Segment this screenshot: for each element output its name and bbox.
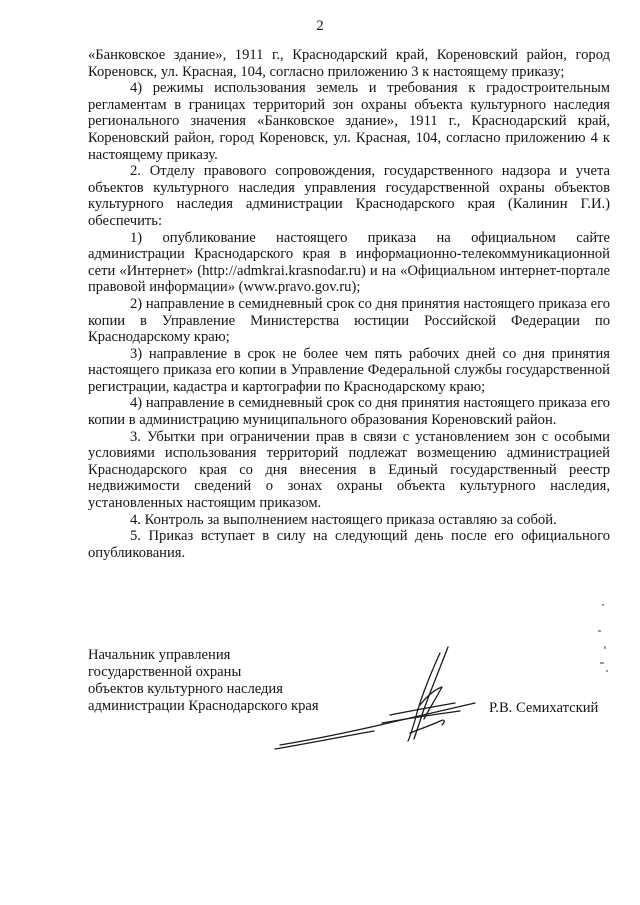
position-line: государственной охраны: [88, 664, 242, 680]
paragraph-1: «Банковское здание», 1911 г., Краснодарский край, Кореновский район, город Кореновск, ул. Красная, 104, согласно приложению 3 к настоящему приказу;: [88, 47, 610, 80]
position-line: администрации Краснодарского края: [88, 698, 319, 714]
document-body: [88, 47, 610, 561]
paragraph-6: 3) направление в срок не более чем пять рабочих дней со дня принятия настоящего приказа его копии в Управление Федеральной службы государственной регистрации, кадастра и картографии по Краснодарскому краю;: [88, 345, 610, 395]
scan-artifacts: [590, 600, 620, 680]
paragraph-2: 4) режимы использования земель и требования к градостроительным регламентам в границах территорий зон охраны объекта культурного наследия регионального значения «Банковское здание», 1911 г., Краснодарский край, Кореновский район, город Кореновск, ул. Красная, 104, согласно приложению 4 к настоящему приказу.: [88, 80, 610, 163]
paragraph-5: 2) направление в семидневный срок со дня принятия настоящего приказа его копии в Управление Министерства юстиции Российской Федерации по Краснодарскому краю;: [88, 295, 610, 346]
handwritten-signature: [270, 645, 500, 750]
paragraph-7: 4) направление в семидневный срок со дня принятия настоящего приказа его копии в администрацию муниципального образования Кореновский район.: [88, 395, 610, 429]
paragraph-3: 2. Отделу правового сопровождения, государственного надзора и учета объектов культурного наследия управления государственной охраны объектов культурного наследия администрации Краснодарского края (Калинин Г.И.) обеспечить:: [88, 163, 610, 229]
paragraph-4: 1) опубликование настоящего приказа на официальном сайте администрации Краснодарского края в информационно-телекоммуникационной сети «Интернет» (http://admkrai.krasnodar.ru) и на «Официальном интернет-портале правовой информации» (www.pravo.gov.ru);: [88, 229, 610, 296]
paragraph-10: 5. Приказ вступает в силу на следующий день после его официального опубликования.: [88, 528, 610, 561]
position-line: объектов культурного наследия: [88, 681, 283, 697]
paragraph-8: 3. Убытки при ограничении прав в связи с установлением зон с особыми условиями использования территорий подлежат возмещению администрацией Краснодарского края со дня внесения в Единый государственный реестр недвижимости сведений о зонах охраны объекта культурного наследия, установленных настоящим приказом.: [88, 428, 610, 512]
position-line: Начальник управления: [88, 647, 231, 663]
signer-name: Р.В. Семихатский: [489, 700, 599, 716]
page-number: 2: [316, 18, 324, 34]
paragraph-9: 4. Контроль за выполнением настоящего приказа оставляю за собой.: [130, 511, 557, 528]
